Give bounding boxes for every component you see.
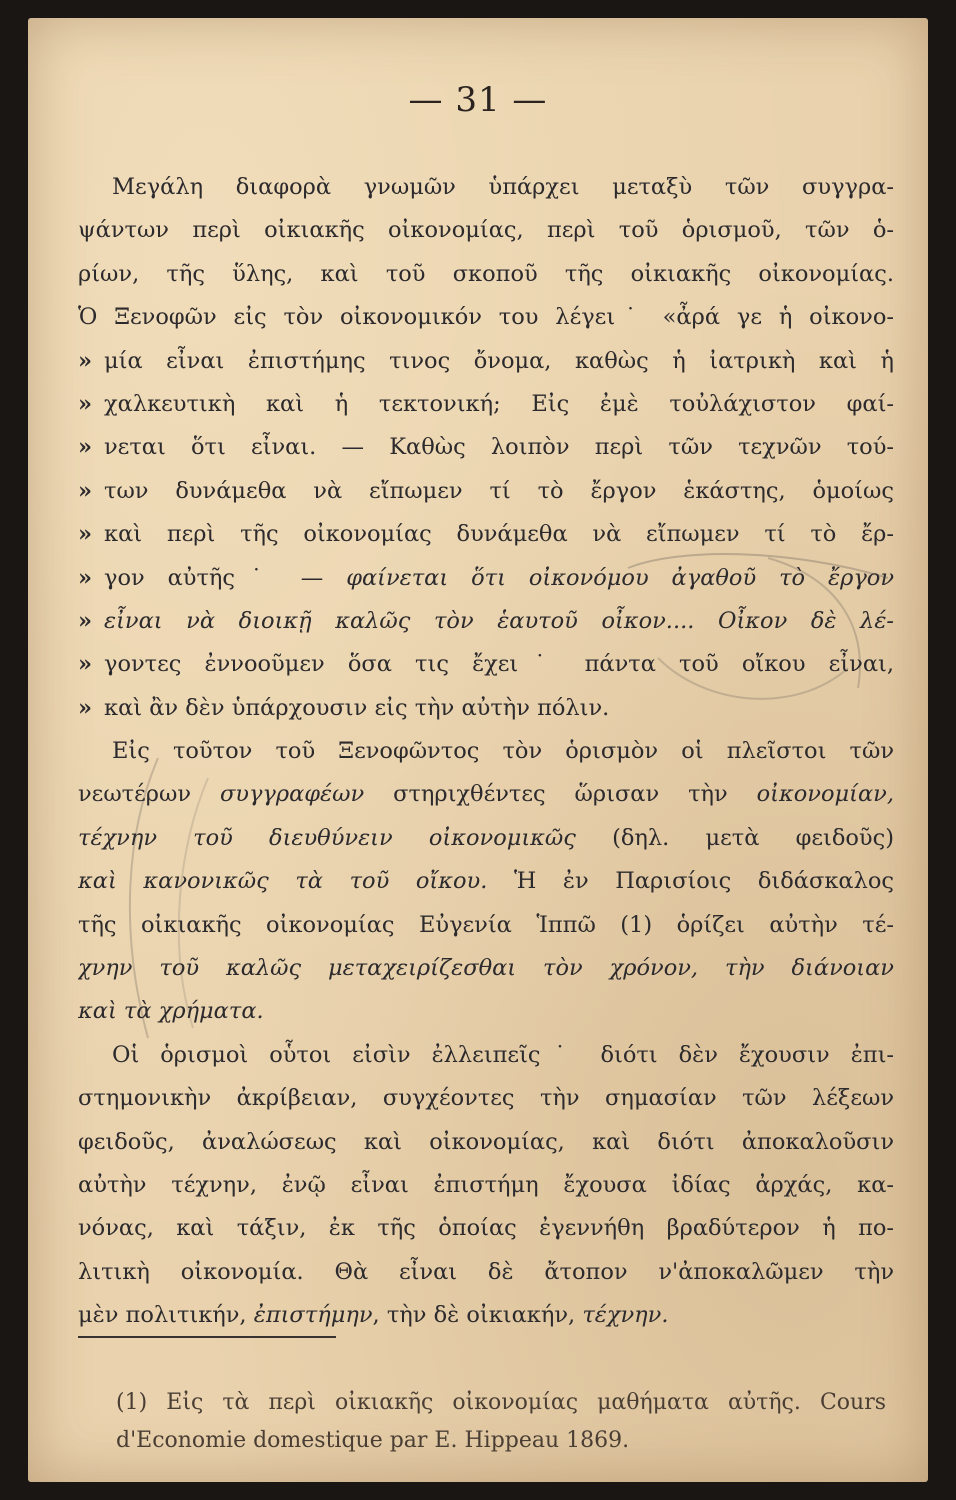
text-line: ψάντων περὶ οἰκιακῆς οἰκονομίας, περὶ τοῦ ὁρισμοῦ, τῶν ὁ- [78,217,894,244]
quote-mark: » [78,347,93,374]
text-line: χνην τοῦ καλῶς μεταχειρίζεσθαι τὸν χρόνον, τὴν διάνοιαν [78,955,894,982]
text-line: νεωτέρων συγγραφέων στηριχθέντες ὥρισαν τὴν οἰκονομίαν, [78,781,894,808]
text-line: Ὁ Ξενοφῶν εἰς τὸν οἰκονομικόν του λέγει˙ «ἆρά γε ἡ οἰκονο- [78,304,894,331]
text-line: φειδοῦς, ἀναλώσεως καὶ οἰκονομίας, καὶ διότι ἀποκαλοῦσιν [78,1128,894,1155]
text-line: » εἶναι νὰ διοικῇ καλῶς τὸν ἑαυτοῦ οἶκον.... Οἶκον δὲ λέ- [78,600,894,643]
text-line: ρίων, τῆς ὕλης, καὶ τοῦ σκοποῦ τῆς οἰκιακῆς οἰκονομίας. [78,260,894,287]
text-line: Εἰς τοῦτον τοῦ Ξενοφῶντος τὸν ὁρισμὸν οἱ πλεῖστοι τῶν [112,738,894,765]
text-line: καὶ κανονικῶς τὰ τοῦ οἴκου. Ἡ ἐν Παρισίοις διδάσκαλος [78,868,894,895]
quote-mark: » [78,564,93,591]
text-line: » νεται ὅτι εἶναι. — Καθὼς λοιπὸν περὶ τῶν τεχνῶν τού- [78,426,894,469]
text-line: μὲν πολιτικήν, ἐπιστήμην, τὴν δὲ οἰκιακήν, τέχνην. [78,1302,669,1329]
text-line: Οἱ ὁρισμοὶ οὗτοι εἰσὶν ἐλλειπεῖς˙ διότι δὲν ἔχουσιν ἐπι- [112,1041,894,1068]
text-line: » των δυνάμεθα νὰ εἴπωμεν τί τὸ ἔργον ἑκάστης, ὁμοίως [78,470,894,513]
quote-mark: » [78,694,93,721]
text-line: » μία εἶναι ἐπιστήμης τινος ὄνομα, καθὼς ἡ ἰατρικὴ καὶ ἡ [78,340,894,383]
footnote-rule [78,1336,336,1338]
footnote [116,1384,886,1460]
quote-mark: » [78,477,93,504]
text-line: » χαλκευτικὴ καὶ ἡ τεκτονική; Εἰς ἐμὲ τοὐλάχιστον φαί- [78,383,894,426]
quote-mark: » [78,434,93,461]
text-line: » καὶ περὶ τῆς οἰκονομίας δυνάμεθα νὰ εἴπωμεν τί τὸ ἔρ- [78,513,894,556]
text-line: τέχνην τοῦ διευθύνειν οἰκονομικῶς (δηλ. μετὰ φειδοῦς) [78,824,894,851]
text-line: στημονικὴν ἀκρίβειαν, συγχέοντες τὴν σημασίαν τῶν λέξεων [78,1085,894,1112]
quote-mark: » [78,521,93,548]
text-line: καὶ τὰ χρήματα. [78,998,264,1025]
text-line: Μεγάλη διαφορὰ γνωμῶν ὑπάρχει μεταξὺ τῶν συγγρα- [112,174,894,200]
text-line: » καὶ ἂν δὲν ὑπάρχουσιν εἰς τὴν αὐτὴν πόλιν. [78,687,894,730]
quote-mark: » [78,607,93,634]
text-line: » γοντες ἐννοοῦμεν ὅσα τις ἔχει˙ πάντα τοῦ οἴκου εἶναι, [78,643,894,686]
footnote-line-2: d'Economie domestique par E. Hippeau 1869. [116,1428,630,1453]
body-text [78,166,894,1338]
text-line: λιτικὴ οἰκονομία. Θὰ εἶναι δὲ ἄτοπον ν'ἀποκαλῶμεν τὴν [78,1258,894,1285]
text-line: τῆς οἰκιακῆς οἰκονομίας Εὐγενία Ἱππῶ (1) ὁρίζει αὐτὴν τέ- [78,911,894,938]
text-line: αὐτὴν τέχνην, ἐνῷ εἶναι ἐπιστήμη ἔχουσα ἰδίας ἀρχάς, κα- [78,1171,894,1198]
footnote-line-1: (1) Εἰς τὰ περὶ οἰκιακῆς οἰκονομίας μαθήματα αὐτῆς. Cours [116,1390,886,1415]
page-number: — 31 — [408,80,548,120]
text-line: νόνας, καὶ τάξιν, ἐκ τῆς ὁποίας ἐγεννήθη βραδύτερον ἡ πο- [78,1215,894,1242]
text-line: » γον αὐτῆς˙ — φαίνεται ὅτι οἰκονόμου ἀγαθοῦ τὸ ἔργον [78,557,894,600]
book-page [28,18,928,1482]
quote-mark: » [78,390,93,417]
quote-mark: » [78,651,93,678]
